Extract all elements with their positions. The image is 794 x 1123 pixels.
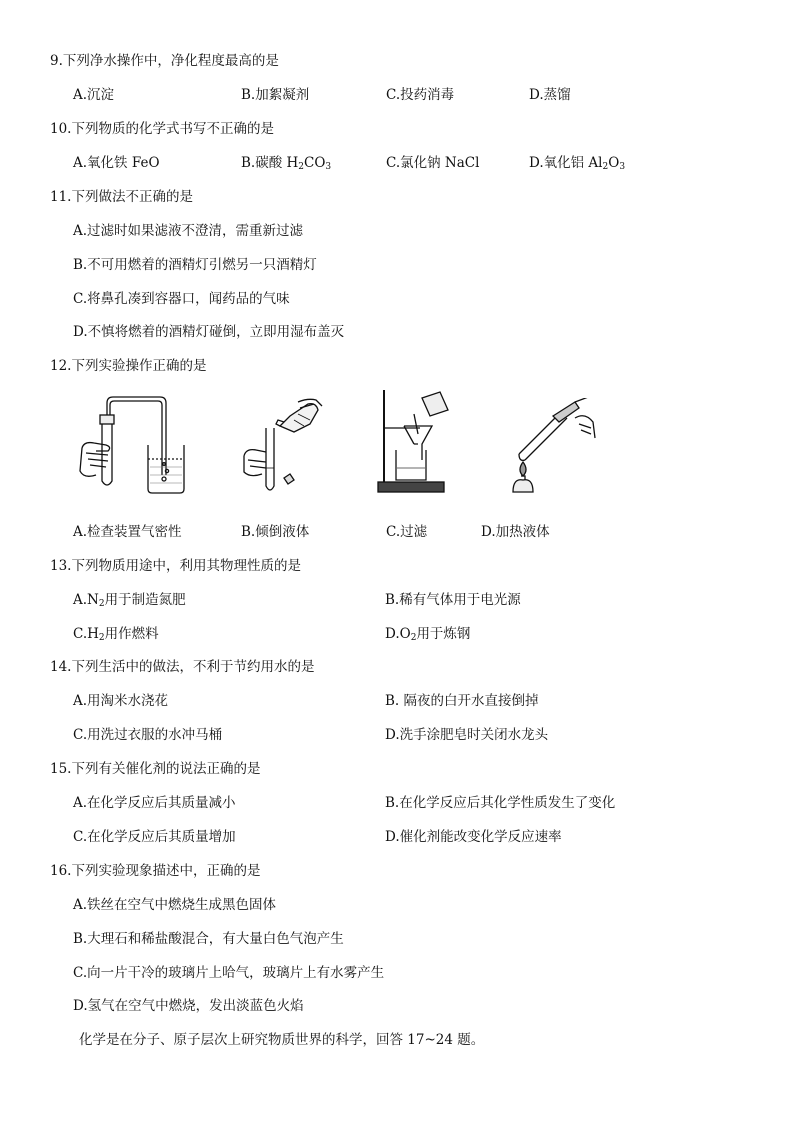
q13-a-sub: 2 [98,599,105,609]
q12-option-b: B.倾倒液体 [241,524,310,540]
q14-option-a: A.用淘米水浇花 [73,693,169,709]
q16-option-b: B.大理石和稀盐酸混合，有大量白色气泡产生 [73,931,344,947]
q13-c-sub: 2 [98,633,105,643]
q10-b-sub1: 2 [298,162,305,172]
q14-option-b: B. 隔夜的白开水直接倒掉 [385,693,539,709]
q10-option-a: A.氧化铁 FeO [73,155,160,171]
q10-d-sub2: 3 [619,162,626,172]
filtration-figure [374,388,452,496]
q13-c-post: 用作燃料 [104,626,159,642]
q10-b-sub2: 3 [325,162,332,172]
q13-option-b: B.稀有气体用于电光源 [385,592,521,608]
q10-d-text: D.氧化铝 Al [529,155,603,171]
q14-option-d: D.洗手涂肥皂时关闭水龙头 [385,727,549,743]
q16-option-d: D.氢气在空气中燃烧，发出淡蓝色火焰 [73,998,304,1014]
question-9-stem: 9.下列净水操作中，净化程度最高的是 [50,53,279,69]
q9-option-d: D.蒸馏 [529,87,571,103]
section-intro: 化学是在分子、原子层次上研究物质世界的科学，回答 17~24 题。 [79,1032,485,1048]
question-13-stem: 13.下列物质用途中，利用其物理性质的是 [50,558,301,574]
q15-option-a: A.在化学反应后其质量减小 [73,795,236,811]
q13-d-post: 用于炼钢 [416,626,471,642]
q11-option-b: B.不可用燃着的酒精灯引燃另一只酒精灯 [73,257,317,273]
q16-option-a: A.铁丝在空气中燃烧生成黑色固体 [73,897,277,913]
q13-option-d [385,622,470,642]
q10-b-text: B.碳酸 H [241,155,299,171]
airtightness-check-figure [72,393,192,498]
q12-option-a: A.检查装置气密性 [73,524,182,540]
q10-d-sub1: 2 [602,162,609,172]
q13-a-pre: A.N [73,592,99,608]
q12-option-c: C.过滤 [386,524,428,540]
q11-option-c: C.将鼻孔凑到容器口，闻药品的气味 [73,291,290,307]
q10-d-mid: O [608,155,620,171]
q15-option-d: D.催化剂能改变化学反应速率 [385,829,562,845]
q13-option-a [73,588,186,608]
question-16-stem: 16.下列实验现象描述中，正确的是 [50,863,261,879]
question-15-stem: 15.下列有关催化剂的说法正确的是 [50,761,261,777]
question-14-stem: 14.下列生活中的做法，不利于节约用水的是 [50,659,315,675]
pouring-liquid-figure [238,398,323,496]
q16-option-c: C.向一片干冷的玻璃片上哈气，玻璃片上有水雾产生 [73,965,385,981]
q15-option-b: B.在化学反应后其化学性质发生了变化 [385,795,616,811]
q13-a-post: 用于制造氮肥 [104,592,186,608]
q11-option-d: D.不慎将燃着的酒精灯碰倒，立即用湿布盖灭 [73,324,345,340]
q11-option-a: A.过滤时如果滤液不澄清，需重新过滤 [73,223,304,239]
heating-liquid-figure [505,398,600,494]
q13-d-pre: D.O [385,626,411,642]
q13-d-sub: 2 [410,633,417,643]
q13-option-c [73,622,159,642]
q10-option-d [529,151,625,171]
q10-option-b [241,151,331,171]
q9-option-b: B.加絮凝剂 [241,87,310,103]
q10-option-c: C.氯化钠 NaCl [386,155,480,171]
q12-option-d: D.加热液体 [481,524,550,540]
question-11-stem: 11.下列做法不正确的是 [50,189,193,205]
question-12-stem: 12.下列实验操作正确的是 [50,358,207,374]
q14-option-c: C.用洗过衣服的水冲马桶 [73,727,223,743]
q10-b-mid: CO [304,155,326,171]
q9-option-a: A.沉淀 [73,87,115,103]
q13-c-pre: C.H [73,626,99,642]
question-10-stem: 10.下列物质的化学式书写不正确的是 [50,121,274,137]
q15-option-c: C.在化学反应后其质量增加 [73,829,236,845]
q9-option-c: C.投药消毒 [386,87,455,103]
